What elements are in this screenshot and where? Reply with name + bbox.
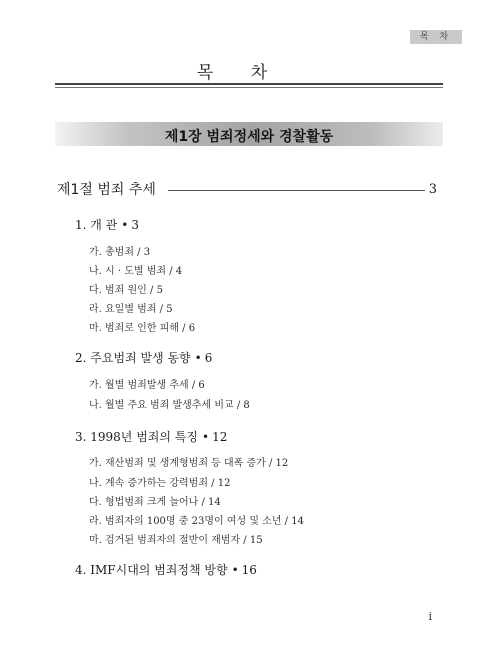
bullet-separator: • xyxy=(194,351,202,365)
toc-item: 나. 시 · 도별 범죄 / 4 xyxy=(89,266,183,277)
toc-item: 마. 검거된 범죄자의 절반이 재범자 / 15 xyxy=(89,535,263,546)
subsection-title: 4. IMF시대의 범죄정책 방향 xyxy=(75,563,228,577)
toc-item: 마. 범죄로 인한 피해 / 6 xyxy=(89,323,196,334)
subsection-page: 6 xyxy=(204,351,213,365)
subsection-title: 3. 1998년 범죄의 특징 xyxy=(75,430,198,444)
leader-line xyxy=(168,190,425,191)
toc-corner-tag: 목 차 xyxy=(410,30,462,44)
toc-item: 라. 요일별 범죄 / 5 xyxy=(89,304,173,315)
toc-item: 가. 총범죄 / 3 xyxy=(89,247,151,258)
subsection-page: 3 xyxy=(131,218,139,232)
chapter-title: 제1장 범죄정세와 경찰활동 xyxy=(164,129,334,145)
subsection-title: 1. 개 관 xyxy=(75,218,118,232)
subsection-page: 12 xyxy=(212,430,228,444)
bullet-separator: • xyxy=(121,218,129,232)
toc-item: 가. 재산범죄 및 생계형범죄 등 대폭 증가 / 12 xyxy=(89,458,289,469)
subsection-heading xyxy=(75,216,139,233)
page-title: 목 차 xyxy=(196,63,284,83)
section-row xyxy=(57,178,437,200)
toc-item: 다. 범죄 원인 / 5 xyxy=(89,285,163,296)
subsection-page: 16 xyxy=(241,563,257,577)
section-page: 3 xyxy=(428,181,437,197)
toc-item: 나. 월별 주요 범죄 발생추세 비교 / 8 xyxy=(89,400,250,411)
page-number: i xyxy=(428,610,432,623)
subsection-heading xyxy=(75,561,257,578)
title-rule-thick xyxy=(55,83,443,85)
subsection-title: 2. 주요범죄 발생 동향 xyxy=(75,351,191,365)
chapter-banner xyxy=(55,122,443,146)
toc-item: 라. 범죄자의 100명 중 23명이 여성 및 소년 / 14 xyxy=(89,516,304,527)
toc-item: 가. 월별 범죄발생 추세 / 6 xyxy=(89,380,205,391)
section-title: 제1절 범죄 추세 xyxy=(57,182,156,198)
subsection-heading xyxy=(75,349,212,366)
bullet-separator: • xyxy=(231,563,239,577)
title-rule-thin xyxy=(55,87,443,88)
bullet-separator: • xyxy=(201,430,210,444)
toc-item: 다. 형법범죄 크게 늘어나 / 14 xyxy=(89,497,221,508)
toc-item: 나. 계속 증가하는 강력범죄 / 12 xyxy=(89,478,231,489)
subsection-heading xyxy=(75,428,227,445)
